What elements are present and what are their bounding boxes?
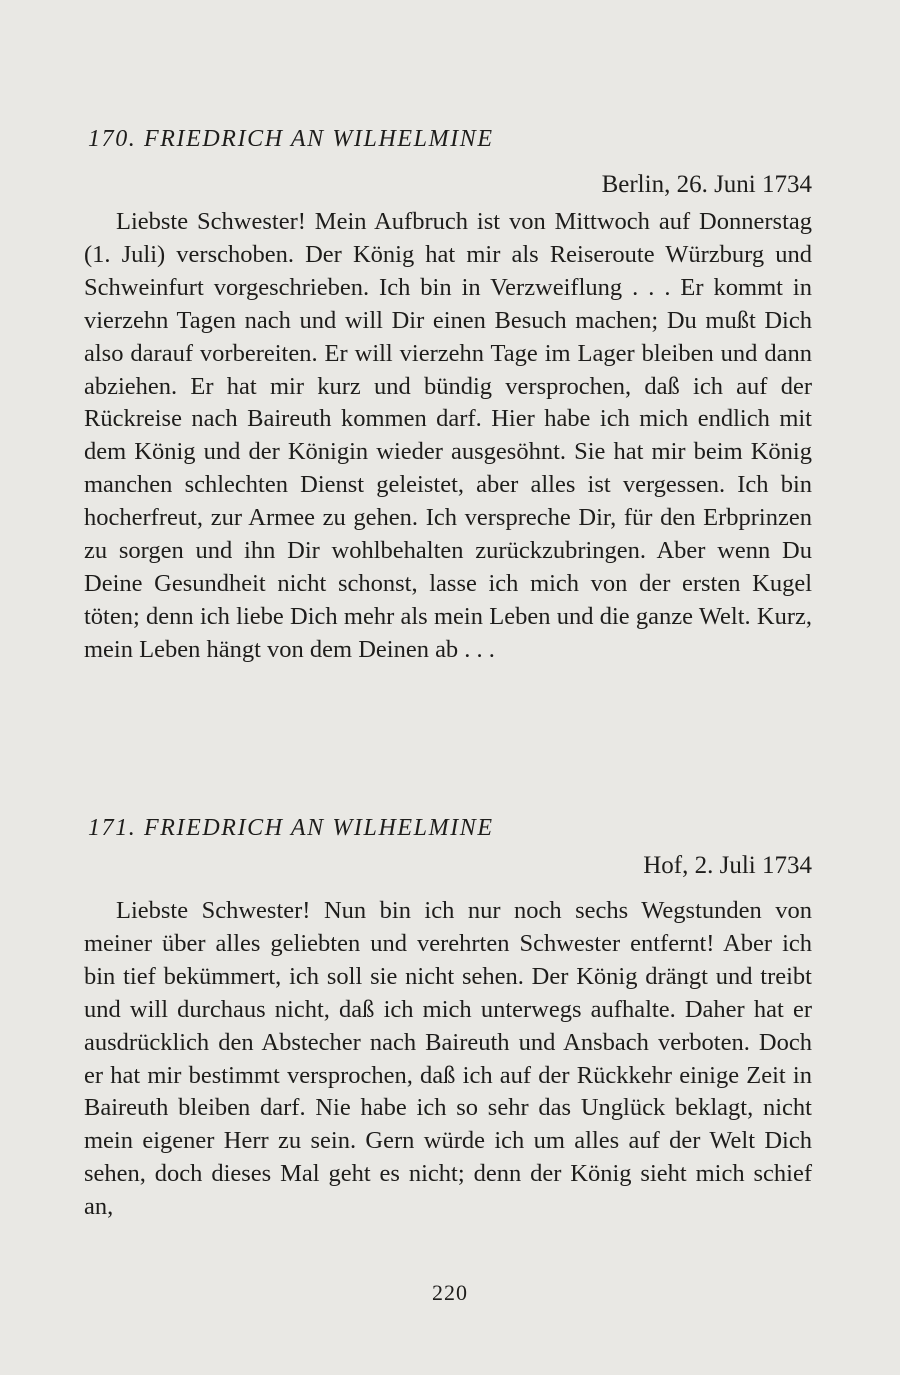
letter-171-heading: 171. FRIEDRICH AN WILHELMINE <box>88 815 494 841</box>
letter-171-body: Liebste Schwester! Nun bin ich nur noch sechs Wegstunden von meiner über alles geliebten und verehrten Schwester entfernt! Aber ich bin tief bekümmert, ich soll sie nicht sehen. Der König drängt und treibt und will durchaus nicht, daß ich mich unterwegs aufhalte. Daher hat er ausdrücklich den Abstecher nach Baireuth und Ansbach verboten. Doch er hat mir bestimmt versprochen, daß ich auf der Rückkehr einige Zeit in Baireuth bleiben darf. Nie habe ich so sehr das Unglück beklagt, nicht mein eigener Herr zu sein. Gern würde ich um alles auf der Welt Dich sehen, doch dieses Mal geht es nicht; denn der König sieht mich schief an, <box>84 897 812 1221</box>
letter-170-heading: 170. FRIEDRICH AN WILHELMINE <box>88 126 494 152</box>
letter-170-body: Liebste Schwester! Mein Aufbruch ist von Mittwoch auf Donnerstag (1. Juli) verschoben. Der König hat mir als Reiseroute Würzburg und Schweinfurt vorgeschrieben. Ich bin in Verzweiflung . . . Er kommt in vierzehn Tagen nach und will Dir einen Besuch machen; Du mußt Dich also darauf vorbereiten. Er will vierzehn Tage im Lager bleiben und dann abziehen. Er hat mir kurz und bündig versprochen, daß ich auf der Rückreise nach Baireuth kommen darf. Hier habe ich mich endlich mit dem König und der Königin wieder ausgesöhnt. Sie hat mir beim König manchen schlechten Dienst geleistet, aber alles ist vergessen. Ich bin hocherfreut, zur Armee zu gehen. Ich verspreche Dir, für den Erbprinzen zu sorgen und ihn Dir wohlbehalten zurückzubringen. Aber wenn Du Deine Gesundheit nicht schonst, lasse ich mich von der ersten Kugel töten; denn ich liebe Dich mehr als mein Leben und die ganze Welt. Kurz, mein Leben hängt von dem Deinen ab . . . <box>84 208 812 663</box>
letter-171-dateline: Hof, 2. Juli 1734 <box>643 852 812 879</box>
letter-170-dateline: Berlin, 26. Juni 1734 <box>601 171 812 198</box>
page-number: 220 <box>432 1280 468 1305</box>
